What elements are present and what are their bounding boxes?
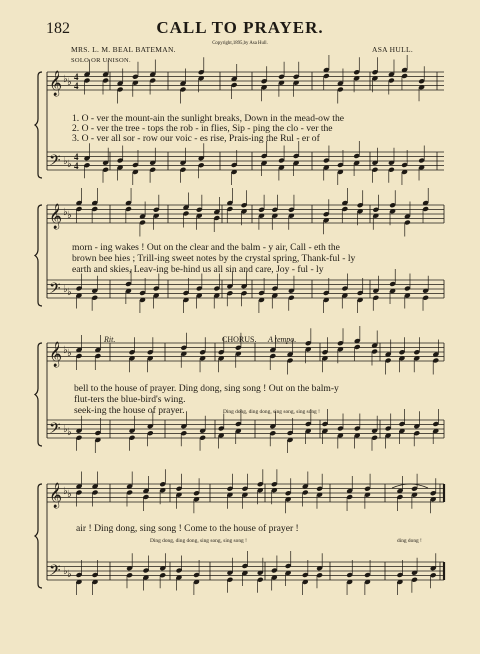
system-brace <box>35 205 42 306</box>
bass-clef-icon: 𝄢 <box>49 420 61 441</box>
flat-sign-icon: ♭ <box>63 74 68 85</box>
lyric-s1-verse2: 2. O - ver the tree - tops the rob - in flies, Sip - ping the clo - ver the <box>72 123 333 134</box>
flat-sign-icon: ♭ <box>67 569 72 580</box>
bass-clef-icon: 𝄢 <box>49 152 61 173</box>
flat-sign-icon: ♭ <box>67 348 72 359</box>
flat-sign-icon: ♭ <box>63 486 68 497</box>
tie-mark <box>392 484 428 488</box>
flat-sign-icon: ♭ <box>63 156 68 167</box>
treble-clef-icon: 𝄞 <box>49 483 63 508</box>
bass-echo-s4: Ding dong, ding dong, sing song, sing song ! <box>150 538 247 544</box>
flat-sign-icon: ♭ <box>63 424 68 435</box>
flat-sign-icon: ♭ <box>67 210 72 221</box>
flat-sign-icon: ♭ <box>67 159 72 170</box>
lyric-s3-verse1: bell to the house of prayer. Ding dong, sing song ! Out on the balm-y <box>74 383 339 394</box>
system-brace <box>35 484 42 588</box>
composer-credit: ASA HULL. <box>372 45 414 54</box>
bass-clef-icon: 𝄢 <box>49 280 61 301</box>
treble-clef-icon: 𝄞 <box>49 204 63 229</box>
system-brace <box>35 72 42 178</box>
bass-clef-icon: 𝄢 <box>49 562 61 583</box>
voice-direction: SOLO OR UNISON. <box>71 57 131 64</box>
lyric-s4: air ! Ding dong, sing song ! Come to the house of prayer ! <box>76 523 299 534</box>
flat-sign-icon: ♭ <box>67 489 72 500</box>
time-signature: 4 <box>74 161 79 171</box>
flat-sign-icon: ♭ <box>67 77 72 88</box>
bass-echo-s4-end: ding dong ! <box>397 538 422 544</box>
lyric-s2-verse2: brown bee hies ; Trill-ing sweet notes by the crystal spring, Thank-ful - ly <box>72 253 356 264</box>
flat-sign-icon: ♭ <box>63 566 68 577</box>
lyric-s3-verse2: flut-ters the blue-bird's wing. <box>74 394 186 405</box>
a-tempo-mark: A tempo. <box>268 335 297 344</box>
treble-clef-icon: 𝄞 <box>49 342 63 367</box>
lyric-s1-verse3: 3. O - ver all sor - row our voic - es rise, Prais-ing the Rul - er of <box>72 133 320 144</box>
lyric-s2-verse3: earth and skies, Leav-ing be-hind us all sin and care, Joy - ful - ly <box>72 264 324 275</box>
hymn-title: CALL TO PRAYER. <box>156 18 324 37</box>
flat-sign-icon: ♭ <box>63 345 68 356</box>
page-number: 182 <box>46 20 70 37</box>
system-brace <box>35 343 42 446</box>
time-signature: 4 <box>74 152 79 162</box>
bass-echo-s3: Ding dong, ding dong, sing song, sing song ! <box>223 409 320 415</box>
flat-sign-icon: ♭ <box>63 207 68 218</box>
copyright-notice: Copyright,1895,by Asa Hull. <box>212 41 268 46</box>
treble-clef-icon: 𝄞 <box>49 71 63 96</box>
lyricist-credit: MRS. L. M. BEAL BATEMAN. <box>71 45 176 54</box>
lyric-s2-verse1: morn - ing wakes ! Out on the clear and the balm - y air, Call - eth the <box>72 242 340 253</box>
ritardando-mark: Rit. <box>104 335 116 344</box>
lyric-s3-verse3: seek-ing the house of prayer. <box>74 405 185 416</box>
time-signature: 4 <box>74 72 79 82</box>
time-signature: 4 <box>74 81 79 91</box>
flat-sign-icon: ♭ <box>67 427 72 438</box>
flat-sign-icon: ♭ <box>67 287 72 298</box>
lyric-s1-verse1: 1. O - ver the mount-ain the sunlight breaks, Down in the mead-ow the <box>72 113 345 124</box>
flat-sign-icon: ♭ <box>63 284 68 295</box>
chorus-label: CHORUS. <box>222 335 257 344</box>
